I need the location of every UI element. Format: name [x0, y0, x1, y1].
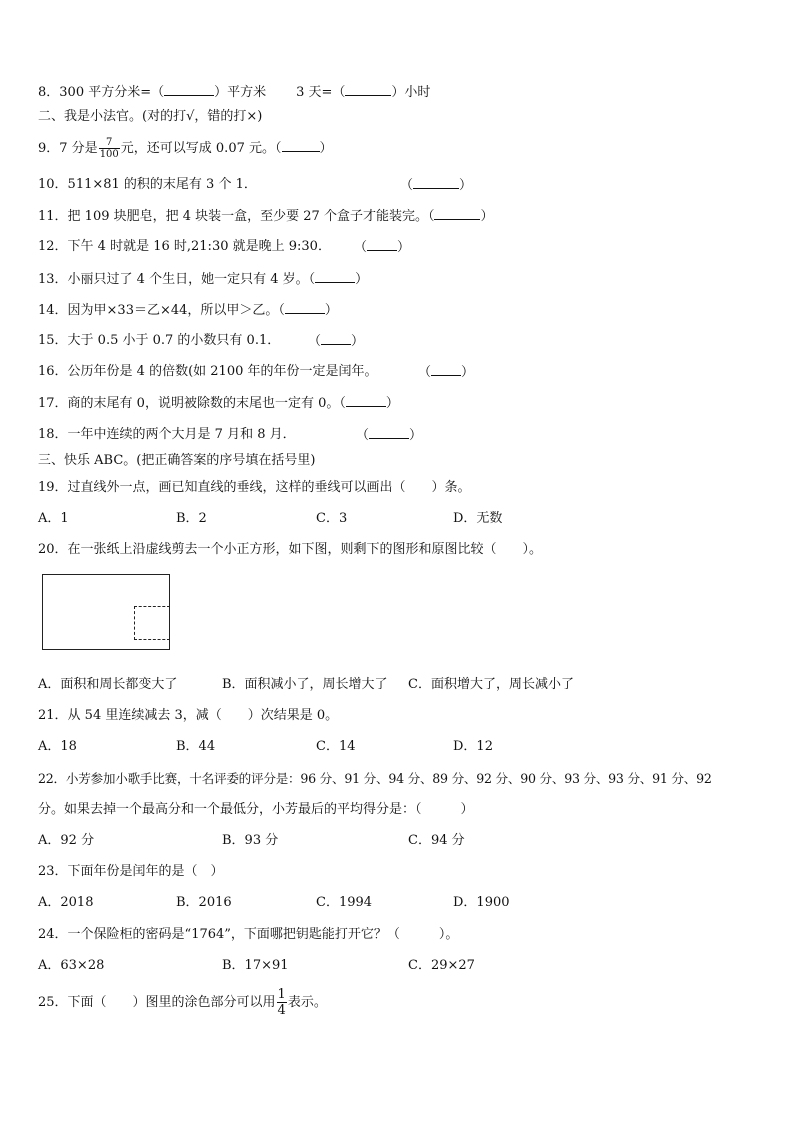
- fraction-denominator: 100: [99, 149, 119, 160]
- question-25: [38, 986, 327, 1020]
- option-c[interactable]: C．面积增大了，周长减小了: [408, 677, 574, 692]
- paren: （: [308, 334, 322, 349]
- paren: （: [354, 240, 368, 255]
- q9-text-2: 元，还可以写成 0.07 元。（: [120, 141, 282, 156]
- paren: （: [418, 365, 432, 380]
- q11-text: 11．把 109 块肥皂，把 4 块装一盒，至少要 27 个盒子才能装完。（: [38, 209, 435, 224]
- question-16: [38, 363, 378, 381]
- q18-text: 18．一年中连续的两个大月是 7 月和 8 月．: [38, 427, 296, 442]
- fraction-1-4: [277, 987, 287, 1018]
- paren: ）: [355, 272, 369, 287]
- q10-text: 10．511×81 的积的末尾有 3 个 1．: [38, 177, 257, 192]
- question-14: [38, 301, 338, 320]
- option-b[interactable]: B．2016: [176, 895, 232, 910]
- paren: ）: [351, 334, 365, 349]
- fraction-numerator: 7: [99, 137, 120, 149]
- question-22-line-1: 22．小芳参加小歌手比赛，十名评委的评分是：96 分、91 分、94 分、89 分、92 分、90 分、93 分、93 分、91 分、92: [38, 771, 712, 786]
- paren: （: [356, 428, 370, 443]
- option-b[interactable]: B．44: [176, 739, 216, 754]
- q25-text: 25．下面（ ）图里的涂色部分可以用: [38, 995, 276, 1010]
- option-c[interactable]: C．3: [316, 511, 348, 526]
- q16-text: 16．公历年份是 4 的倍数(如 2100 年的年份一定是闰年。: [38, 364, 378, 379]
- option-a[interactable]: A．92 分: [38, 833, 95, 848]
- option-b[interactable]: B．面积减小了，周长增大了: [222, 677, 388, 692]
- paren: ）: [397, 240, 411, 255]
- q8-text: 8．300 平方分米=（: [38, 85, 165, 100]
- answer-blank[interactable]: [285, 301, 325, 314]
- paren: ）: [324, 303, 338, 318]
- option-a[interactable]: A．18: [38, 739, 77, 754]
- answer-blank[interactable]: [345, 83, 391, 96]
- paren: ）: [385, 396, 399, 411]
- answer-blank[interactable]: [367, 238, 397, 251]
- answer-blank[interactable]: [431, 363, 461, 376]
- paren: ）: [480, 209, 494, 224]
- answer-blank[interactable]: [346, 394, 386, 407]
- question-10: [38, 176, 257, 194]
- option-a[interactable]: A．面积和周长都变大了: [38, 677, 178, 692]
- option-a[interactable]: A．1: [38, 511, 69, 526]
- q8-text-2: 3 天=（: [296, 85, 346, 100]
- q15-answer: [308, 332, 364, 351]
- section-2-heading: 二、我是小法官。(对的打√，错的打×): [38, 109, 263, 124]
- q15-text: 15．大于 0.5 小于 0.7 的小数只有 0.1．: [38, 333, 281, 348]
- q10-answer: [400, 176, 472, 195]
- answer-blank[interactable]: [164, 83, 214, 96]
- option-b[interactable]: B．93 分: [222, 833, 279, 848]
- q8-unit: ）平方米: [214, 85, 267, 100]
- fraction-numerator: 1: [277, 987, 286, 1002]
- paren: ）: [459, 178, 473, 193]
- option-a[interactable]: A．2018: [38, 895, 94, 910]
- answer-blank[interactable]: [434, 207, 480, 220]
- question-23: 23．下面年份是闰年的是（ ）: [38, 864, 224, 879]
- question-18: [38, 426, 296, 444]
- option-c[interactable]: C．29×27: [408, 958, 475, 973]
- q9-paren: ）: [319, 141, 333, 156]
- question-21: 21．从 54 里连续减去 3，减（ ）次结果是 0。: [38, 708, 339, 723]
- answer-blank[interactable]: [369, 426, 409, 439]
- q13-text: 13．小丽只过了 4 个生日，她一定只有 4 岁。（: [38, 272, 316, 287]
- option-c[interactable]: C．14: [316, 739, 356, 754]
- question-15: [38, 332, 280, 350]
- q12-answer: [354, 238, 410, 257]
- paren: （: [400, 178, 414, 193]
- option-d[interactable]: D．1900: [453, 895, 510, 910]
- q8-unit-2: ）小时: [391, 85, 431, 100]
- paren: ）: [461, 365, 475, 380]
- question-13: [38, 270, 368, 289]
- answer-blank[interactable]: [321, 332, 351, 345]
- answer-blank[interactable]: [282, 139, 320, 152]
- question-19: 19．过直线外一点，画已知直线的垂线，这样的垂线可以画出（ ）条。: [38, 480, 471, 495]
- q25-text-2: 表示。: [287, 995, 327, 1010]
- option-c[interactable]: C．94 分: [408, 833, 465, 848]
- option-c[interactable]: C．1994: [316, 895, 373, 910]
- question-8: [38, 83, 430, 102]
- rectangle-figure: [42, 574, 170, 650]
- option-a[interactable]: A．63×28: [38, 958, 105, 973]
- question-9: [38, 137, 333, 160]
- q17-text: 17．商的末尾有 0，说明被除数的末尾也一定有 0。（: [38, 396, 346, 411]
- q14-text: 14．因为甲×33＝乙×44，所以甲＞乙。（: [38, 303, 285, 318]
- dashed-square-cut: [134, 606, 170, 640]
- option-d[interactable]: D．无数: [453, 511, 503, 526]
- q16-answer: [418, 363, 474, 382]
- question-20: 20．在一张纸上沿虚线剪去一个小正方形，如下图，则剩下的图形和原图比较（ ）。: [38, 542, 543, 557]
- option-b[interactable]: B．17×91: [222, 958, 289, 973]
- answer-blank[interactable]: [315, 270, 355, 283]
- option-d[interactable]: D．12: [453, 739, 493, 754]
- question-12: [38, 238, 331, 256]
- question-22-line-2: 分。如果去掉一个最高分和一个最低分，小芳最后的平均得分是：（ ）: [38, 802, 474, 817]
- fraction-7-100: [99, 137, 120, 160]
- answer-blank[interactable]: [413, 176, 459, 189]
- q18-answer: [356, 426, 422, 445]
- fraction-denominator: 4: [277, 1003, 286, 1018]
- question-24: 24．一个保险柜的密码是“1764”，下面哪把钥匙能打开它？（ ）。: [38, 927, 459, 942]
- question-11: [38, 207, 493, 226]
- paren: ）: [409, 428, 423, 443]
- q9-text: 9．7 分是: [38, 141, 98, 156]
- section-3-heading: 三、快乐 ABC。(把正确答案的序号填在括号里): [38, 453, 316, 468]
- option-b[interactable]: B．2: [176, 511, 207, 526]
- question-17: [38, 394, 399, 413]
- q12-text: 12．下午 4 时就是 16 时,21:30 就是晚上 9:30．: [38, 239, 331, 254]
